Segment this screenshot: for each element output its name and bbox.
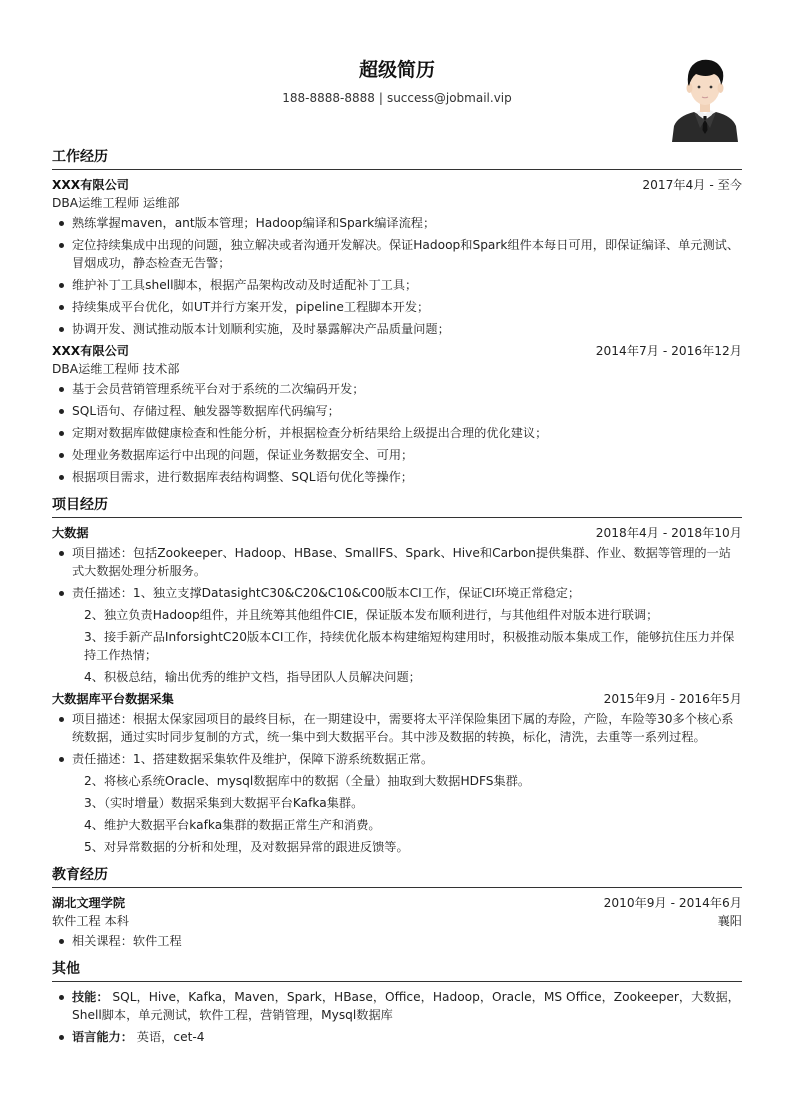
list-item: 持续集成平台优化，如UT并行方案开发，pipeline工程脚本开发； — [52, 298, 742, 316]
job-role — [52, 360, 742, 378]
other-section-title: 其他 — [52, 958, 742, 982]
project-entry — [52, 524, 742, 686]
entry-date: 2017年4月 - 至今 — [642, 178, 742, 192]
contact-separator: | — [378, 91, 383, 105]
list-item: 相关课程：软件工程 — [52, 932, 742, 950]
education-section — [52, 864, 742, 950]
project-duty: 责任描述：1、搭建数据采集软件及维护，保障下游系统数据正常。 — [52, 750, 742, 768]
list-item: 处理业务数据库运行中出现的问题，保证业务数据安全、可用； — [52, 446, 742, 464]
location-text: 襄阳 — [717, 914, 742, 928]
projects-section — [52, 494, 742, 856]
project-duty: 责任描述：1、独立支撑DatasightC30&C20&C10&C00版本CI工作，保证CI环境正常稳定； — [52, 584, 742, 602]
project-bullets — [52, 710, 742, 856]
project-bullets — [52, 544, 742, 686]
list-item: 定期对数据库做健康检查和性能分析，并根据检查分析结果给上级提出合理的优化建议； — [52, 424, 742, 442]
duty-item: 2、独立负责Hadoop组件，并且统筹其他组件CIE，保证版本发布顺利进行，与其他组件对版本进行联调； — [84, 608, 659, 622]
language-label: 语言能力： — [72, 1030, 133, 1044]
list-item: SQL语句、存储过程、触发器等数据库代码编写； — [52, 402, 742, 420]
skills-label: 技能： — [72, 990, 109, 1004]
job-role-text: DBA运维工程师 运维部 — [52, 196, 180, 210]
work-bullets — [52, 380, 742, 486]
duty-item: 4、积极总结，输出优秀的维护文档，指导团队人员解决问题； — [84, 670, 421, 684]
education-bullets — [52, 932, 742, 950]
other-section — [52, 958, 742, 1046]
degree-row — [52, 912, 742, 930]
email-address: success@jobmail.vip — [386, 91, 512, 105]
entry-header — [52, 690, 742, 708]
contact-line — [52, 89, 742, 107]
project-entry — [52, 690, 742, 856]
education-section-title: 教育经历 — [52, 864, 742, 888]
skills-item — [52, 988, 742, 1024]
list-item: 维护补丁工具shell脚本，根据产品架构改动及时适配补丁工具； — [52, 276, 742, 294]
duty-item: 2、将核心系统Oracle、mysql数据库中的数据（全量）抽取到大数据HDFS集群。 — [84, 774, 531, 788]
project-name: 大数据 — [52, 526, 89, 540]
language-item — [52, 1028, 742, 1046]
work-section — [52, 146, 742, 486]
company-name: XXX有限公司 — [52, 178, 129, 192]
work-entry — [52, 342, 742, 486]
entry-header — [52, 894, 742, 912]
projects-section-title: 项目经历 — [52, 494, 742, 518]
entry-date: 2018年4月 - 2018年10月 — [595, 526, 742, 540]
project-name: 大数据库平台数据采集 — [52, 692, 174, 706]
entry-header — [52, 176, 742, 194]
entry-date: 2010年9月 - 2014年6月 — [603, 896, 742, 910]
education-entry — [52, 894, 742, 950]
resume-sections — [52, 146, 742, 1050]
skills-text: SQL，Hive，Kafka，Maven，Spark，HBase，Office，Hadoop，Oracle，MS Office，Zookeeper，大数据，Shell脚本，单元测试，软件工程，营销管理，Mysql数据库 — [72, 990, 740, 1022]
job-role — [52, 194, 742, 212]
list-item: 定位持续集成中出现的问题，独立解决或者沟通开发解决。保证Hadoop和Spark组件本每日可用，即保证编译、单元测试、冒烟成功，静态检查无告警； — [52, 236, 742, 272]
work-section-title: 工作经历 — [52, 146, 742, 170]
list-item: 根据项目需求，进行数据库表结构调整、SQL语句优化等操作； — [52, 468, 742, 486]
entry-date: 2015年9月 - 2016年5月 — [603, 692, 742, 706]
duty-item: 3、（实时增量）数据采集到大数据平台Kafka集群。 — [84, 796, 364, 810]
entry-header — [52, 342, 742, 360]
resume-title: 超级简历 — [358, 59, 435, 81]
duty-item: 3、接手新产品InforsightC20版本CI工作，持续优化版本构建缩短构建用时，积极推动版本集成工作，能够抗住压力并保持工作热情； — [84, 630, 735, 662]
project-description: 项目描述：包括Zookeeper、Hadoop、HBase、SmallFS、Spark、Hive和Carbon提供集群、作业、数据等管理的一站式大数据处理分析服务。 — [52, 544, 742, 580]
other-bullets — [52, 988, 742, 1046]
avatar-photo — [670, 52, 740, 142]
degree-text: 软件工程 本科 — [52, 914, 129, 928]
job-role-text: DBA运维工程师 技术部 — [52, 362, 180, 376]
list-item: 协调开发、测试推动版本计划顺利实施，及时暴露解决产品质量问题； — [52, 320, 742, 338]
work-entry — [52, 176, 742, 338]
entry-header — [52, 524, 742, 542]
duty-item: 5、对异常数据的分析和处理，及对数据异常的跟进反馈等。 — [84, 840, 409, 854]
duty-item: 4、维护大数据平台kafka集群的数据正常生产和消费。 — [84, 818, 381, 832]
project-description: 项目描述：根据太保家园项目的最终目标，在一期建设中，需要将太平洋保险集团下属的寿险，产险，车险等30多个核心系统数据，通过实时同步复制的方式，统一集中到大数据平台。其中涉及数据的转换，标化，清洗，去重等一系列过程。 — [52, 710, 742, 746]
phone-number: 188-8888-8888 — [282, 91, 375, 105]
list-item: 熟练掌握maven，ant版本管理；Hadoop编译和Spark编译流程； — [52, 214, 742, 232]
work-bullets — [52, 214, 742, 338]
company-name: XXX有限公司 — [52, 344, 129, 358]
entry-date: 2014年7月 - 2016年12月 — [595, 344, 742, 358]
school-name: 湖北文理学院 — [52, 896, 126, 910]
list-item: 基于会员营销管理系统平台对于系统的二次编码开发； — [52, 380, 742, 398]
language-text: 英语，cet-4 — [132, 1030, 205, 1044]
